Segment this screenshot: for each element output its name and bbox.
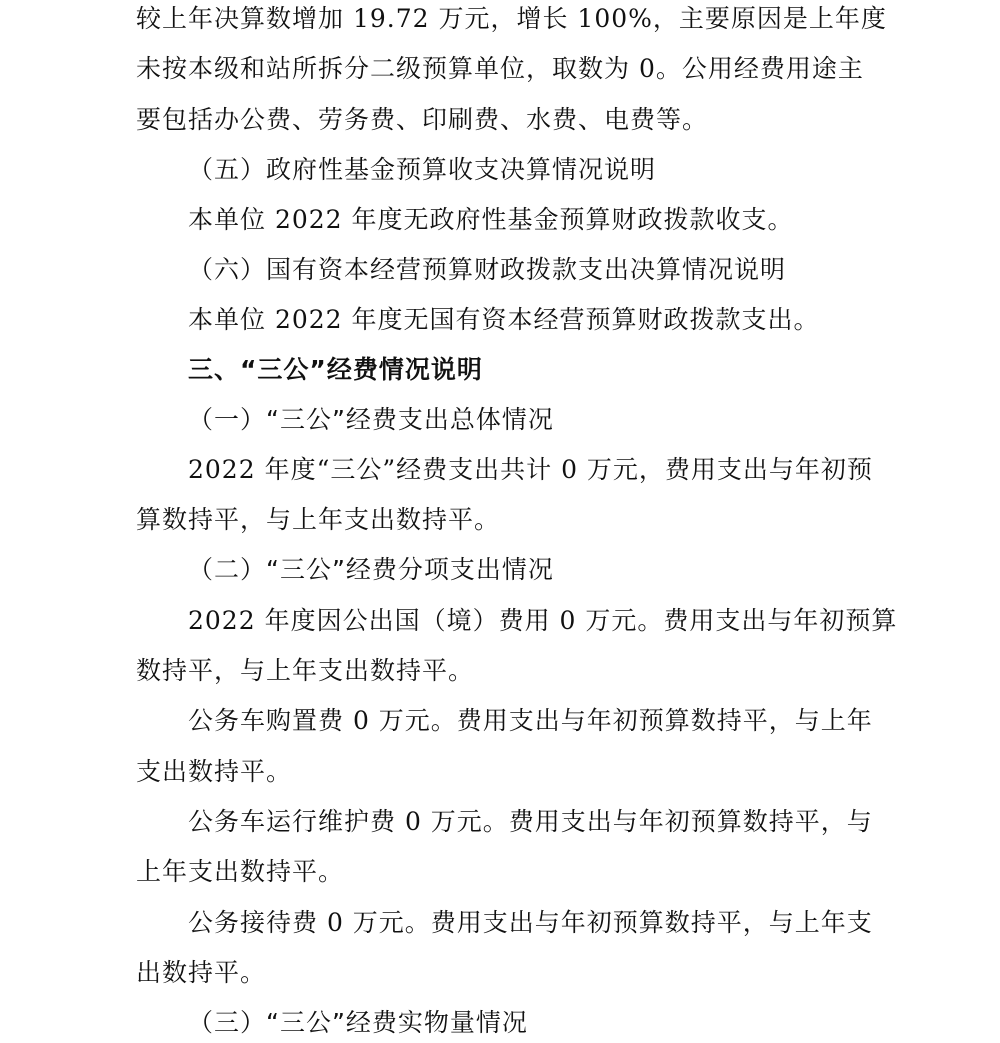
section-heading: （二）“三公”经费分项支出情况 [188, 555, 554, 584]
paragraph-line: 2022 年度“三公”经费支出共计 0 万元，费用支出与年初预 [188, 455, 873, 484]
paragraph-line: 上年支出数持平。 [136, 857, 345, 886]
paragraph-line: 公务接待费 0 万元。费用支出与年初预算数持平，与上年支 [188, 908, 873, 937]
paragraph-line: 数持平，与上年支出数持平。 [136, 656, 475, 685]
paragraph-line: 本单位 2022 年度无政府性基金预算财政拨款收支。 [188, 205, 794, 234]
paragraph-line: 未按本级和站所拆分二级预算单位，取数为 0。公用经费用途主 [136, 54, 864, 83]
paragraph-line: 2022 年度因公出国（境）费用 0 万元。费用支出与年初预算 [188, 606, 898, 635]
section-heading: （一）“三公”经费支出总体情况 [188, 405, 554, 434]
paragraph-line: 要包括办公费、劳务费、印刷费、水费、电费等。 [136, 105, 709, 134]
paragraph-line: 公务车购置费 0 万元。费用支出与年初预算数持平，与上年 [188, 706, 873, 735]
paragraph-line: 公务车运行维护费 0 万元。费用支出与年初预算数持平，与 [188, 807, 873, 836]
section-heading: （六）国有资本经营预算财政拨款支出决算情况说明 [188, 255, 787, 284]
paragraph-line: 算数持平，与上年支出数持平。 [136, 505, 501, 534]
section-heading: （五）政府性基金预算收支决算情况说明 [188, 155, 657, 184]
paragraph-line: 较上年决算数增加 19.72 万元，增长 100%，主要原因是上年度 [136, 4, 887, 33]
section-heading: （三）“三公”经费实物量情况 [188, 1008, 528, 1037]
paragraph-line: 本单位 2022 年度无国有资本经营预算财政拨款支出。 [188, 305, 820, 334]
paragraph-line: 出数持平。 [136, 958, 267, 987]
chapter-heading: 三、“三公”经费情况说明 [188, 355, 483, 384]
paragraph-line: 支出数持平。 [136, 757, 293, 786]
